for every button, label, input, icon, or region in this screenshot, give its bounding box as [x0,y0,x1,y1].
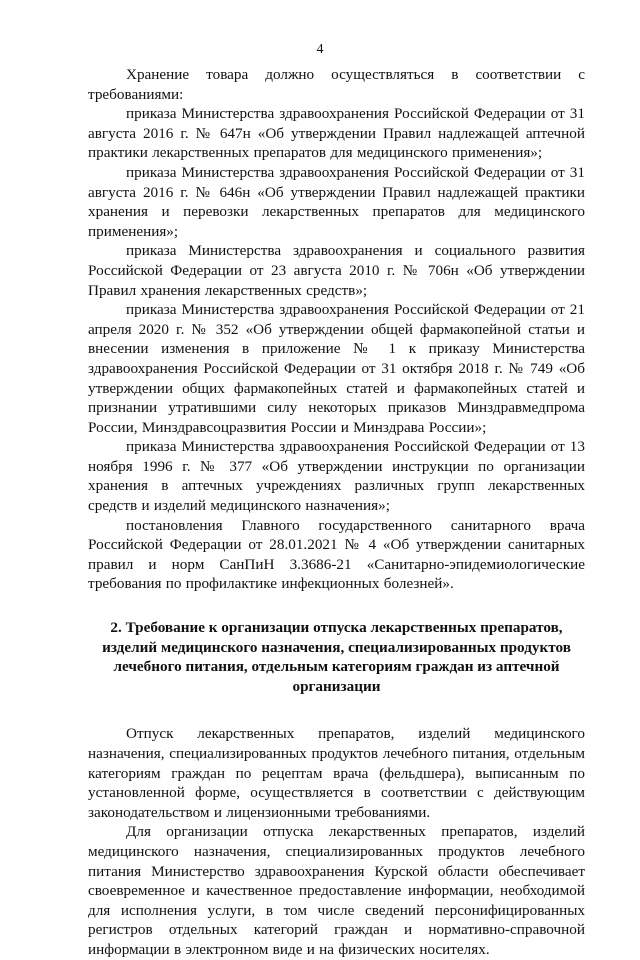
regulation-item: приказа Министерства здравоохранения Российской Федерации от 31 августа 2016 г. № 646н «Об утверждении Правил надлежащей практики хранения и перевозки лекарственных препаратов для медицинского применения»; [88,163,585,240]
regulation-item: постановления Главного государственного санитарного врача Российской Федерации от 28.01.2021 № 4 «Об утверждении санитарных правил и норм СанПиН 3.3686-21 «Санитарно-эпидемиологические требования по профилактике инфекционных болезней». [88,516,585,593]
section-paragraph: Для организации отпуска лекарственных препаратов, изделий медицинского назначения, специализированных продуктов лечебного питания Министерство здравоохранения Курской области обеспечивает своевременное и качественное предоставление информации, необходимой для исполнения услуги, в том числе сведений персонифицированных регистров отдельных категорий граждан и нормативно-справочной информации в электронном виде и на физических носителях. [88,823,585,958]
section-spacer [88,696,585,724]
regulation-item: приказа Министерства здравоохранения Российской Федерации от 21 апреля 2020 г. № 352 «Об утверждении общей фармакопейной статьи и внесении изменения в приложение № 1 к приказу Министерства здравоохранения Российской Федерации от 31 октября 2018 г. № 749 «Об утверждении общих фармакопейных статей и фармакопейных статей и признании утратившими силу некоторых приказов Минздравмедпрома России, Минздравсоцразвития России и Минздрава России»; [88,301,585,436]
regulation-item: приказа Министерства здравоохранения Российской Федерации от 31 августа 2016 г. № 647н «Об утверждении Правил надлежащей аптечной практики лекарственных препаратов для медицинского применения»; [88,105,585,162]
storage-requirements-intro: Хранение товара должно осуществляться в соответствии с требованиями: [88,66,585,103]
document-body [88,65,585,960]
section-paragraph: Отпуск лекарственных препаратов, изделий медицинского назначения, специализированных продуктов лечебного питания, отдельным категориям граждан по рецептам врача (фельдшера), выписанным по установленной форме, осуществляется в соответствии с действующим законодательством и лицензионными требованиями. [88,725,585,821]
regulation-item: приказа Министерства здравоохранения и социального развития Российской Федерации от 23 августа 2010 г. № 706н «Об утверждении Правил хранения лекарственных средств»; [88,242,585,299]
section-heading: 2. Требование к организации отпуска лекарственных препаратов, изделий медицинского назначения, специализированных продуктов лечебного питания, отдельным категориям граждан из аптечной организации [102,619,571,695]
regulation-item: приказа Министерства здравоохранения Российской Федерации от 13 ноября 1996 г. № 377 «Об утверждении инструкции по организации хранения в аптечных учреждениях различных групп лекарственных средств и изделий медицинского назначения»; [88,438,585,515]
page-number: 4 [316,42,324,57]
